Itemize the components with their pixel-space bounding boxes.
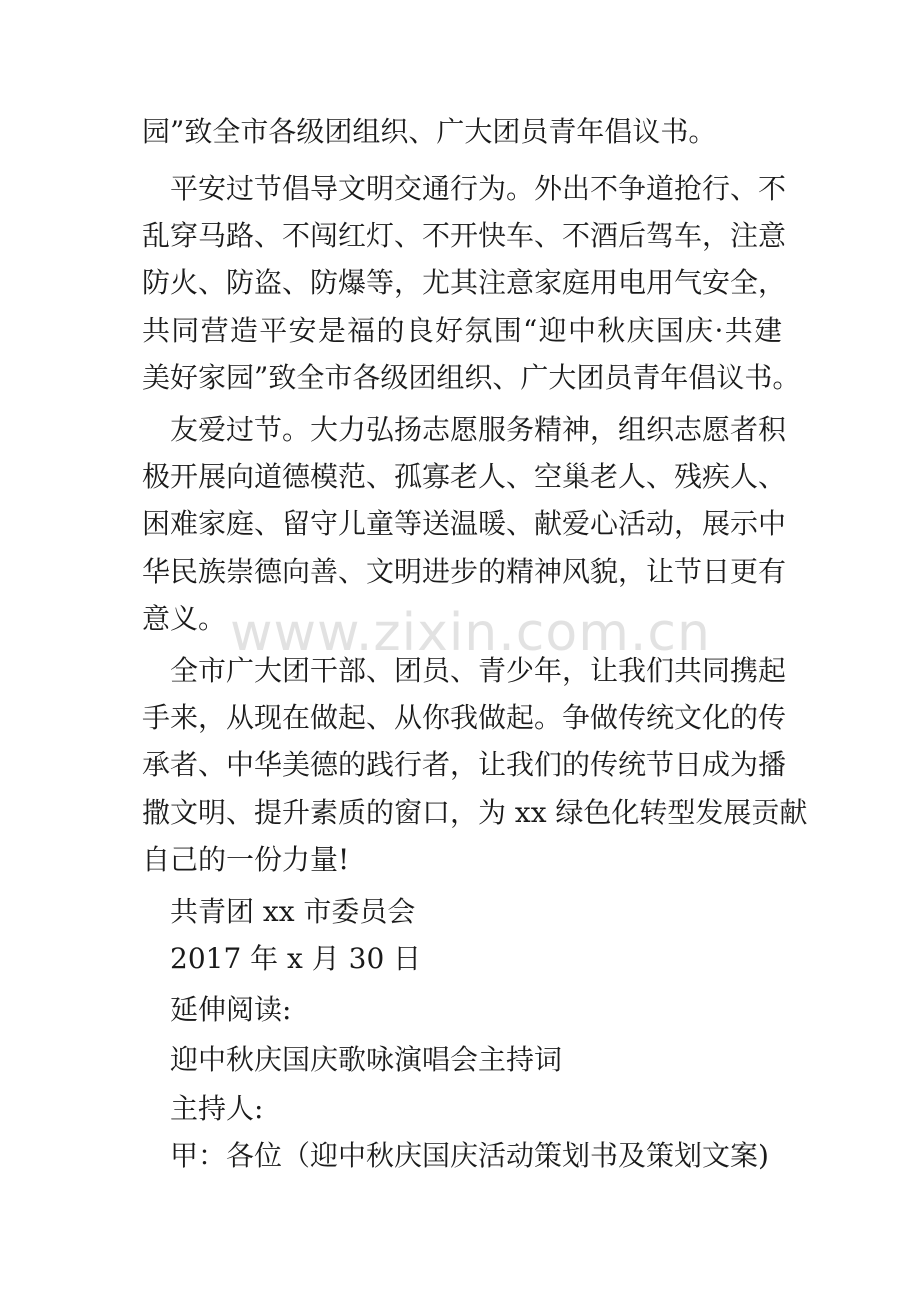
text-line: 承者、中华美德的践行者，让我们的传统节日成为播 — [142, 748, 787, 781]
text-line: 自己的一份力量! — [142, 843, 350, 876]
text-line: 乱穿马路、不闯红灯、不开快车、不酒后驾车，注意 — [142, 219, 787, 252]
text-line: 极开展向道德模范、孤寡老人、空巢老人、残疾人、 — [142, 460, 787, 493]
text-line: 共同营造平安是福的良好氛围“迎中秋庆国庆·共建 — [142, 314, 782, 347]
host-label: 主持人: — [170, 1092, 264, 1125]
signature-organization: 共青团 xx 市委员会 — [170, 895, 416, 928]
watermark-text: www.zixin.com.cn — [230, 603, 711, 663]
text-line: 撒文明、提升素质的窗口，为 xx 绿色化转型发展贡献 — [142, 796, 808, 829]
text-line: 美好家园”致全市各级团组织、广大团员青年倡议书。 — [142, 361, 801, 394]
paragraph-first-line: 全市广大团干部、团员、青少年，让我们共同携起 — [170, 654, 787, 687]
paragraph-first-line: 友爱过节。大力弘扬志愿服务精神，组织志愿者积 — [170, 413, 787, 446]
extended-reading-label: 延伸阅读: — [170, 993, 292, 1026]
text-line: 意义。 — [142, 602, 227, 635]
section-title: 迎中秋庆国庆歌咏演唱会主持词 — [170, 1043, 563, 1076]
text-line: 华民族崇德向善、文明进步的精神风貌，让节日更有 — [142, 555, 787, 588]
host-line: 甲：各位（迎中秋庆国庆活动策划书及策划文案) — [170, 1139, 769, 1172]
signature-date: 2017 年 x 月 30 日 — [170, 942, 422, 975]
text-line: 手来，从现在做起、从你我做起。争做传统文化的传 — [142, 701, 787, 734]
text-line: 园”致全市各级团组织、广大团员青年倡议书。 — [142, 115, 717, 148]
text-line: 困难家庭、留守儿童等送温暖、献爱心活动，展示中 — [142, 507, 787, 540]
text-line: 防火、防盗、防爆等，尤其注意家庭用电用气安全， — [142, 266, 787, 299]
paragraph-first-line: 平安过节倡导文明交通行为。外出不争道抢行、不 — [170, 172, 787, 205]
